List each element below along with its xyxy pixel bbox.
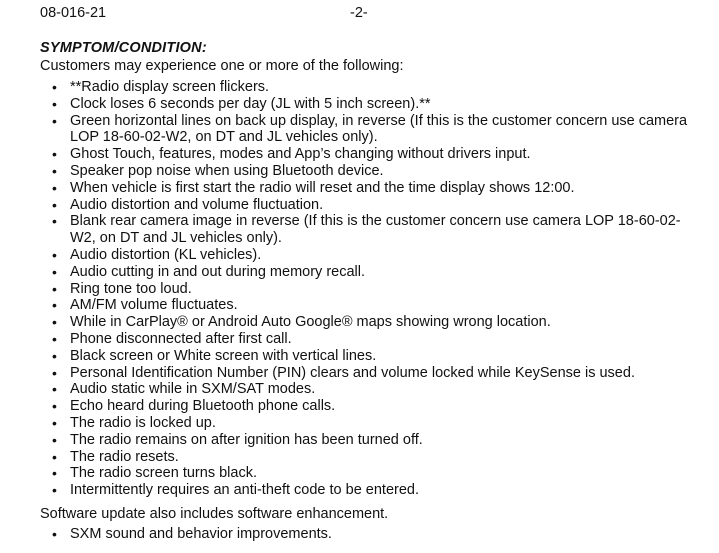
list-item-text: **Radio display screen flickers. — [70, 79, 270, 95]
list-item — [0, 314, 690, 331]
list-item — [0, 163, 690, 180]
list-item — [0, 482, 690, 499]
list-item — [0, 415, 690, 432]
bullet-icon: • — [52, 297, 57, 314]
list-item-text: Audio static while in SXM/SAT modes. — [70, 381, 316, 398]
list-item-text: Green horizontal lines on back up display, in reverse (If this is the customer concern use camera LOP 18-60-02-W2, on DT and JL vehicles only). — [70, 112, 688, 146]
page-number: -2- — [350, 5, 368, 21]
list-item — [0, 365, 690, 382]
list-item-text: The radio remains on after ignition has been turned off. — [70, 431, 423, 448]
bullet-icon: • — [52, 414, 57, 431]
section-title: SYMPTOM/CONDITION: — [40, 40, 207, 56]
bullet-icon: • — [52, 246, 57, 263]
symptom-list — [0, 79, 700, 499]
list-item — [0, 197, 690, 214]
list-item — [0, 449, 690, 466]
bullet-icon: • — [52, 448, 57, 465]
bullet-icon: • — [52, 364, 57, 381]
section-intro: Customers may experience one or more of the following: — [40, 58, 404, 74]
bullet-icon: • — [52, 213, 57, 230]
list-item-text: Ghost Touch, features, modes and App’s changing without drivers input. — [70, 146, 531, 163]
list-item-text: The radio resets. — [70, 448, 179, 465]
list-item — [0, 96, 690, 113]
list-item — [0, 247, 690, 264]
bullet-icon: • — [52, 179, 57, 196]
list-item — [0, 331, 690, 348]
bullet-icon: • — [52, 330, 57, 347]
bullet-icon: • — [52, 263, 57, 280]
bullet-icon: • — [52, 314, 57, 331]
bullet-icon: • — [52, 95, 57, 112]
list-item — [0, 381, 690, 398]
list-item-text: The radio screen turns black. — [70, 465, 257, 482]
list-item-text: Speaker pop noise when using Bluetooth device. — [70, 162, 384, 179]
list-item — [0, 213, 690, 247]
list-item — [0, 281, 690, 298]
document-number: 08-016-21 — [40, 5, 107, 21]
list-item-text: Audio distortion and volume fluctuation. — [70, 196, 324, 213]
list-item — [0, 79, 690, 96]
list-item — [0, 297, 690, 314]
list-item — [0, 465, 690, 482]
software-update-text: Software update also includes software enhancement. — [40, 506, 389, 522]
list-item-text: Phone disconnected after first call. — [70, 330, 292, 347]
bullet-icon: • — [52, 482, 57, 499]
list-item-text: Ring tone too loud. — [70, 280, 192, 297]
bullet-icon: • — [52, 146, 57, 163]
list-item-text: Intermittently requires an anti-theft code to be entered. — [70, 482, 420, 499]
list-item — [0, 113, 690, 147]
list-item — [0, 348, 690, 365]
list-item — [0, 264, 690, 281]
list-item — [0, 398, 690, 415]
bullet-icon: • — [52, 347, 57, 364]
list-item — [0, 432, 690, 449]
bullet-icon: • — [52, 431, 57, 448]
bullet-icon: • — [52, 162, 57, 179]
list-item — [0, 146, 690, 163]
list-item — [0, 180, 690, 197]
list-item — [0, 526, 690, 543]
bullet-icon: • — [52, 381, 57, 398]
list-item-text: Audio cutting in and out during memory recall. — [70, 263, 365, 280]
bullet-icon: • — [52, 280, 57, 297]
list-item-text: The radio is locked up. — [70, 414, 216, 431]
list-item-text: AM/FM volume fluctuates. — [70, 297, 238, 314]
list-item-text: SXM sound and behavior improvements. — [70, 526, 332, 542]
list-item-text: Black screen or White screen with vertical lines. — [70, 347, 377, 364]
list-item-text: Echo heard during Bluetooth phone calls. — [70, 398, 336, 415]
bullet-icon: • — [52, 196, 57, 213]
list-item-text: Blank rear camera image in reverse (If this is the customer concern use camera LOP 18-60-02-W2, on DT and JL vehicles only). — [70, 213, 681, 247]
bullet-icon: • — [52, 526, 57, 542]
enhancement-list — [0, 526, 700, 543]
list-item-text: Audio distortion (KL vehicles). — [70, 246, 262, 263]
bullet-icon: • — [52, 465, 57, 482]
bullet-icon: • — [52, 79, 57, 95]
list-item-text: While in CarPlay® or Android Auto Google® maps showing wrong location. — [70, 314, 551, 331]
list-item-text: Clock loses 6 seconds per day (JL with 5 inch screen).** — [70, 95, 431, 112]
bullet-icon: • — [52, 398, 57, 415]
list-item-text: Personal Identification Number (PIN) clears and volume locked while KeySense is used. — [70, 364, 635, 381]
bullet-icon: • — [52, 112, 57, 129]
list-item-text: When vehicle is first start the radio will reset and the time display shows 12:00. — [70, 179, 575, 196]
